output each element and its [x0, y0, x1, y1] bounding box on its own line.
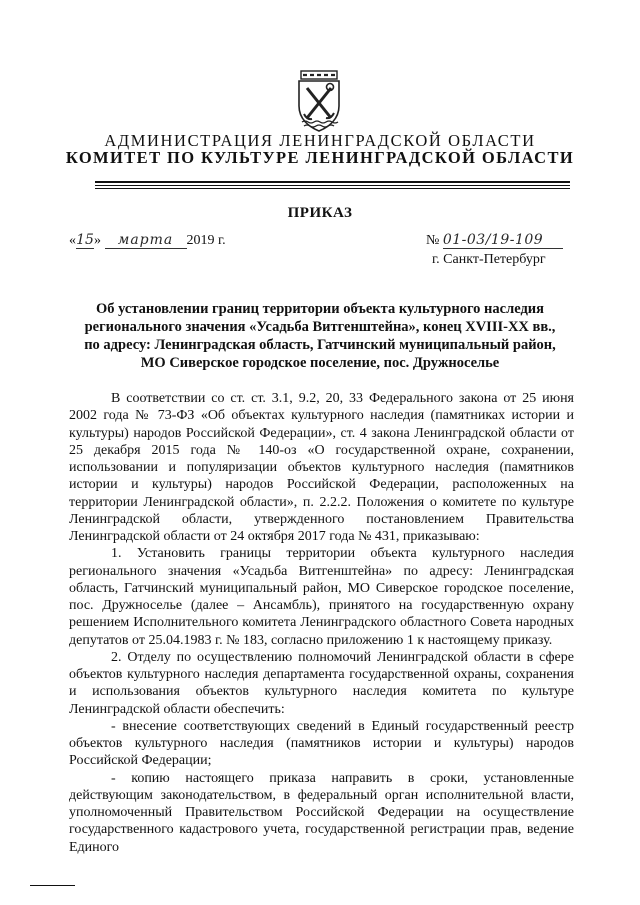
subject-line: по адресу: Ленинградская область, Гатчинский муниципальный район, [84, 337, 556, 353]
committee-name: КОМИТЕТ ПО КУЛЬТУРЕ ЛЕНИНГРАДСКОЙ ОБЛАСТИ [65, 148, 575, 167]
document-title: ПРИКАЗ [287, 205, 353, 221]
document-date [69, 232, 226, 249]
date-day: 15 [76, 232, 94, 248]
subject-line: Об установлении границ территории объекта культурного наследия [95, 301, 545, 317]
body-paragraph: 2. Отделу по осуществлению полномочий Ленинградской области в сфере объектов культурного наследия департамента государственной охраны, сохранения и использования объектов культурного наследия комитета по культуре Ленинградской области обеспечить: [69, 649, 574, 717]
header-rule-thick [95, 181, 570, 183]
footnote-separator [30, 885, 75, 886]
body-paragraph: В соответствии со ст. ст. 3.1, 9.2, 20, 33 Федерального закона от 25 июня 2002 года № 73-ФЗ «Об объектах культурного наследия (памятниках истории и культуры) народов Российской Федерации», ст. 4 закона Ленинградской области от 25 декабря 2015 года № 140-оз «О государственной охране, сохранении, использовании и популяризации объектов культурного наследия (памятников истории и культуры) народов Российской Федерации, расположенных на территории Ленинградской области», п. 2.2.2. Положения о комитете по культуре Ленинградской области, утвержденного постановлением Правительства Ленинградской области от 24 октября 2017 года № 431, приказываю: [69, 391, 574, 544]
date-year: 2019 г. [186, 233, 226, 248]
header-rule-thin [95, 185, 570, 186]
body-paragraph: - копию настоящего приказа направить в сроки, установленные действующим законодательством, в федеральный орган исполнительной власти, уполномоченный Правительством Российской Федерации на осуществление государственного кадастрового учета, государственной регистрации прав, ведение Единого [69, 770, 574, 855]
header-rule-thin [95, 188, 570, 189]
document-subject [60, 300, 580, 372]
body-paragraph: - внесение соответствующих сведений в Единый государственный реестр объектов культурного наследия (памятников истории и культуры) народов Российской Федерации; [69, 718, 574, 769]
number-value: 01-03/19-109 [443, 232, 563, 249]
document-city: г. Санкт-Петербург [432, 252, 546, 267]
subject-line: МО Сиверское городское поселение, пос. Дружноселье [140, 355, 500, 371]
body-paragraph: 1. Установить границы территории объекта культурного наследия регионального значения «Усадьба Витгенштейна» по адресу: Ленинградская область, Гатчинский муниципальный район, МО Сиверское городское поселение, пос. Дружноселье (далее – Ансамбль), принятого на государственную охрану решением Исполнительного комитета Ленинградского областного Совета народных депутатов от 25.04.1983 г. № 183, согласно приложению 1 к настоящему приказу. [69, 546, 574, 648]
coat-of-arms-icon [293, 70, 345, 132]
document-number [426, 232, 563, 249]
organization-name: АДМИНИСТРАЦИЯ ЛЕНИНГРАДСКОЙ ОБЛАСТИ [104, 131, 536, 150]
number-prefix: № [426, 233, 440, 248]
date-close-quote: » [94, 233, 101, 248]
document-body [69, 390, 574, 856]
date-month: марта [105, 232, 187, 249]
date-open-quote: « [69, 233, 76, 248]
subject-line: регионального значения «Усадьба Витгенштейна», конец XVIII-XX вв., [84, 319, 556, 335]
